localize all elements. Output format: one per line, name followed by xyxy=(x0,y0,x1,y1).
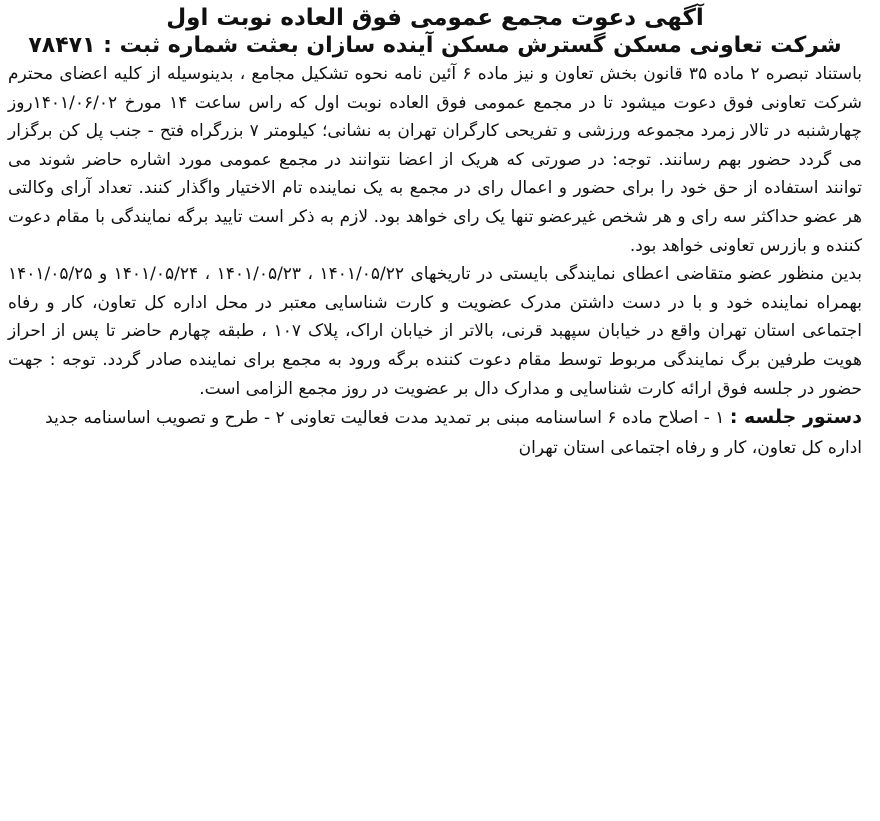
signature: اداره کل تعاون، کار و رفاه اجتماعی استان تهران xyxy=(518,437,862,458)
body-paragraph-1: باستناد تبصره ۲ ماده ۳۵ قانون بخش تعاون و نیز ماده ۶ آئین نامه نحوه تشکیل مجامع ، بدینوسیله از کلیه اعضای محترم شرکت تعاونی فوق دعوت میشود تا در مجمع عمومی فوق العاده نوبت اول که راس ساعت ۱۴ مورخ ۱۴۰۱/۰۶/۰۲روز چهارشنبه در تالار زمرد مجموعه ورزشی و تفریحی کارگران تهران به نشانی؛ کیلومتر ۷ بزرگراه فتح - جنب پل کن برگزار می گردد حضور بهم رسانند. توجه: در صورتی که هریک از اعضا نتوانند در مجمع عمومی مورد اشاره حاضر شوند می توانند استفاده از حق خود را برای حضور و اعمال رای در مجمع به یک نماینده تام الاختیار واگذار کنند. تعداد آرای وکالتی هر عضو حداکثر سه رای و هر شخص غیرعضو تنها یک رای خواهد بود. لازم به ذکر است تایید برگه نمایندگی با مقام دعوت کننده و بازرس تعاونی خواهد بود. xyxy=(8,64,863,256)
body-paragraph-2: بدین منظور عضو متقاضی اعطای نمایندگی بایستی در تاریخهای ۱۴۰۱/۰۵/۲۲ ، ۱۴۰۱/۰۵/۲۳ ، ۱۴۰۱/۰۵/۲۴ و ۱۴۰۱/۰۵/۲۵ بهمراه نماینده خود و با در دست داشتن مدرک عضویت و کارت شناسایی معتبر در محل اداره کل تعاون، کار و رفاه اجتماعی استان تهران واقع در خیابان سپهبد قرنی، بالاتر از خیابان اراک، پلاک ۱۰۷ ، طبقه چهارم حاضر تا پس از احراز هویت طرفین برگ نمایندگی مربوط توسط مقام دعوت کننده برگه ورود به مجمع برای نماینده صادر گردد. توجه : جهت حضور در جلسه فوق ارائه کارت شناسایی و مدارک دال بر عضویت در روز مجمع الزامی است. xyxy=(8,264,863,399)
notice-title: آگهی دعوت مجمع عمومی فوق العاده نوبت اول xyxy=(166,5,704,31)
notice-subtitle: شرکت تعاونی مسکن گسترش مسکن آینده سازان بعثت شماره ثبت : ۷۸۴۷۱ xyxy=(28,33,842,58)
agenda xyxy=(8,403,862,433)
agenda-label: دستور جلسه : xyxy=(729,406,862,429)
agenda-text: ۱ - اصلاح ماده ۶ اساسنامه مبنی بر تمدید مدت فعالیت تعاونی ۲ - طرح و تصویب اساسنامه جدید xyxy=(45,408,725,429)
